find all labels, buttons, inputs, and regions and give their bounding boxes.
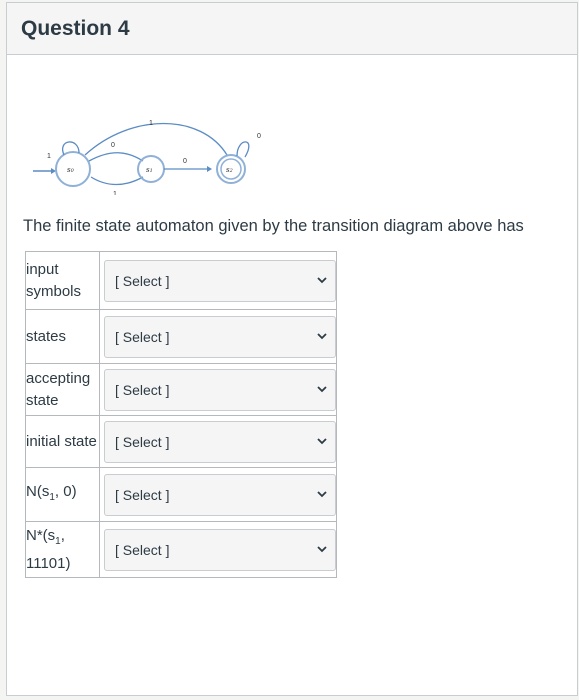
answer-table xyxy=(25,251,337,578)
select-input-symbols[interactable] xyxy=(104,260,336,302)
state-diagram xyxy=(31,111,271,195)
answer-row xyxy=(26,468,337,522)
s2-self-loop xyxy=(237,142,249,157)
select-value: [ Select ] xyxy=(115,381,170,398)
s2-self-label: 0 xyxy=(257,133,261,140)
row-label-initial-state: initial state xyxy=(26,416,100,468)
row-label-states: states xyxy=(26,310,100,364)
s0-self-label: 1 xyxy=(47,153,51,160)
state-s1-label: s1 xyxy=(146,166,153,174)
edge-s0-s1 xyxy=(89,153,143,161)
edge-s0-s2-label: 1 xyxy=(149,120,153,127)
select-accepting-state[interactable] xyxy=(104,369,336,411)
edge-s0-s2 xyxy=(85,124,227,156)
select-value: [ Select ] xyxy=(115,541,170,558)
select-value: [ Select ] xyxy=(115,433,170,450)
answer-row xyxy=(26,252,337,310)
answer-row xyxy=(26,310,337,364)
row-label-n-s1-0: $N(s_1$, 0) xyxy=(26,468,100,522)
question-header xyxy=(7,3,577,55)
edge-s1-s2-label: 0 xyxy=(183,158,187,165)
edge-s1-s2-head xyxy=(207,166,212,172)
state-s0-label: s0 xyxy=(67,166,74,174)
chevron-down-icon xyxy=(317,436,327,446)
chevron-down-icon xyxy=(317,544,327,554)
select-value: [ Select ] xyxy=(115,486,170,503)
answer-row xyxy=(26,416,337,468)
answer-row xyxy=(26,364,337,416)
select-value: [ Select ] xyxy=(115,328,170,345)
question-prompt: The finite state automaton given by the transition diagram above has xyxy=(23,217,524,235)
select-value: [ Select ] xyxy=(115,272,170,289)
select-states[interactable] xyxy=(104,316,336,358)
select-nstar-s1-11101[interactable] xyxy=(104,529,336,571)
chevron-down-icon xyxy=(317,331,327,341)
row-label-nstar-s1-11101: $N*(s_1$, 11101) xyxy=(26,522,100,578)
row-label-accepting-state: accepting state xyxy=(26,364,100,416)
row-label-input-symbols: input symbols xyxy=(26,252,100,310)
chevron-down-icon xyxy=(317,275,327,285)
edge-s0-s1-label: 0 xyxy=(111,142,115,149)
question-card xyxy=(6,2,578,696)
select-initial-state[interactable] xyxy=(104,421,336,463)
edge-s1-s0 xyxy=(91,177,143,185)
state-s2-label: s2 xyxy=(226,166,233,174)
chevron-down-icon xyxy=(317,384,327,394)
chevron-down-icon xyxy=(317,489,327,499)
select-n-s1-0[interactable] xyxy=(104,474,336,516)
edge-s1-s0-label: 1 xyxy=(113,191,117,195)
answer-row xyxy=(26,522,337,578)
question-title: Question 4 xyxy=(21,17,130,40)
